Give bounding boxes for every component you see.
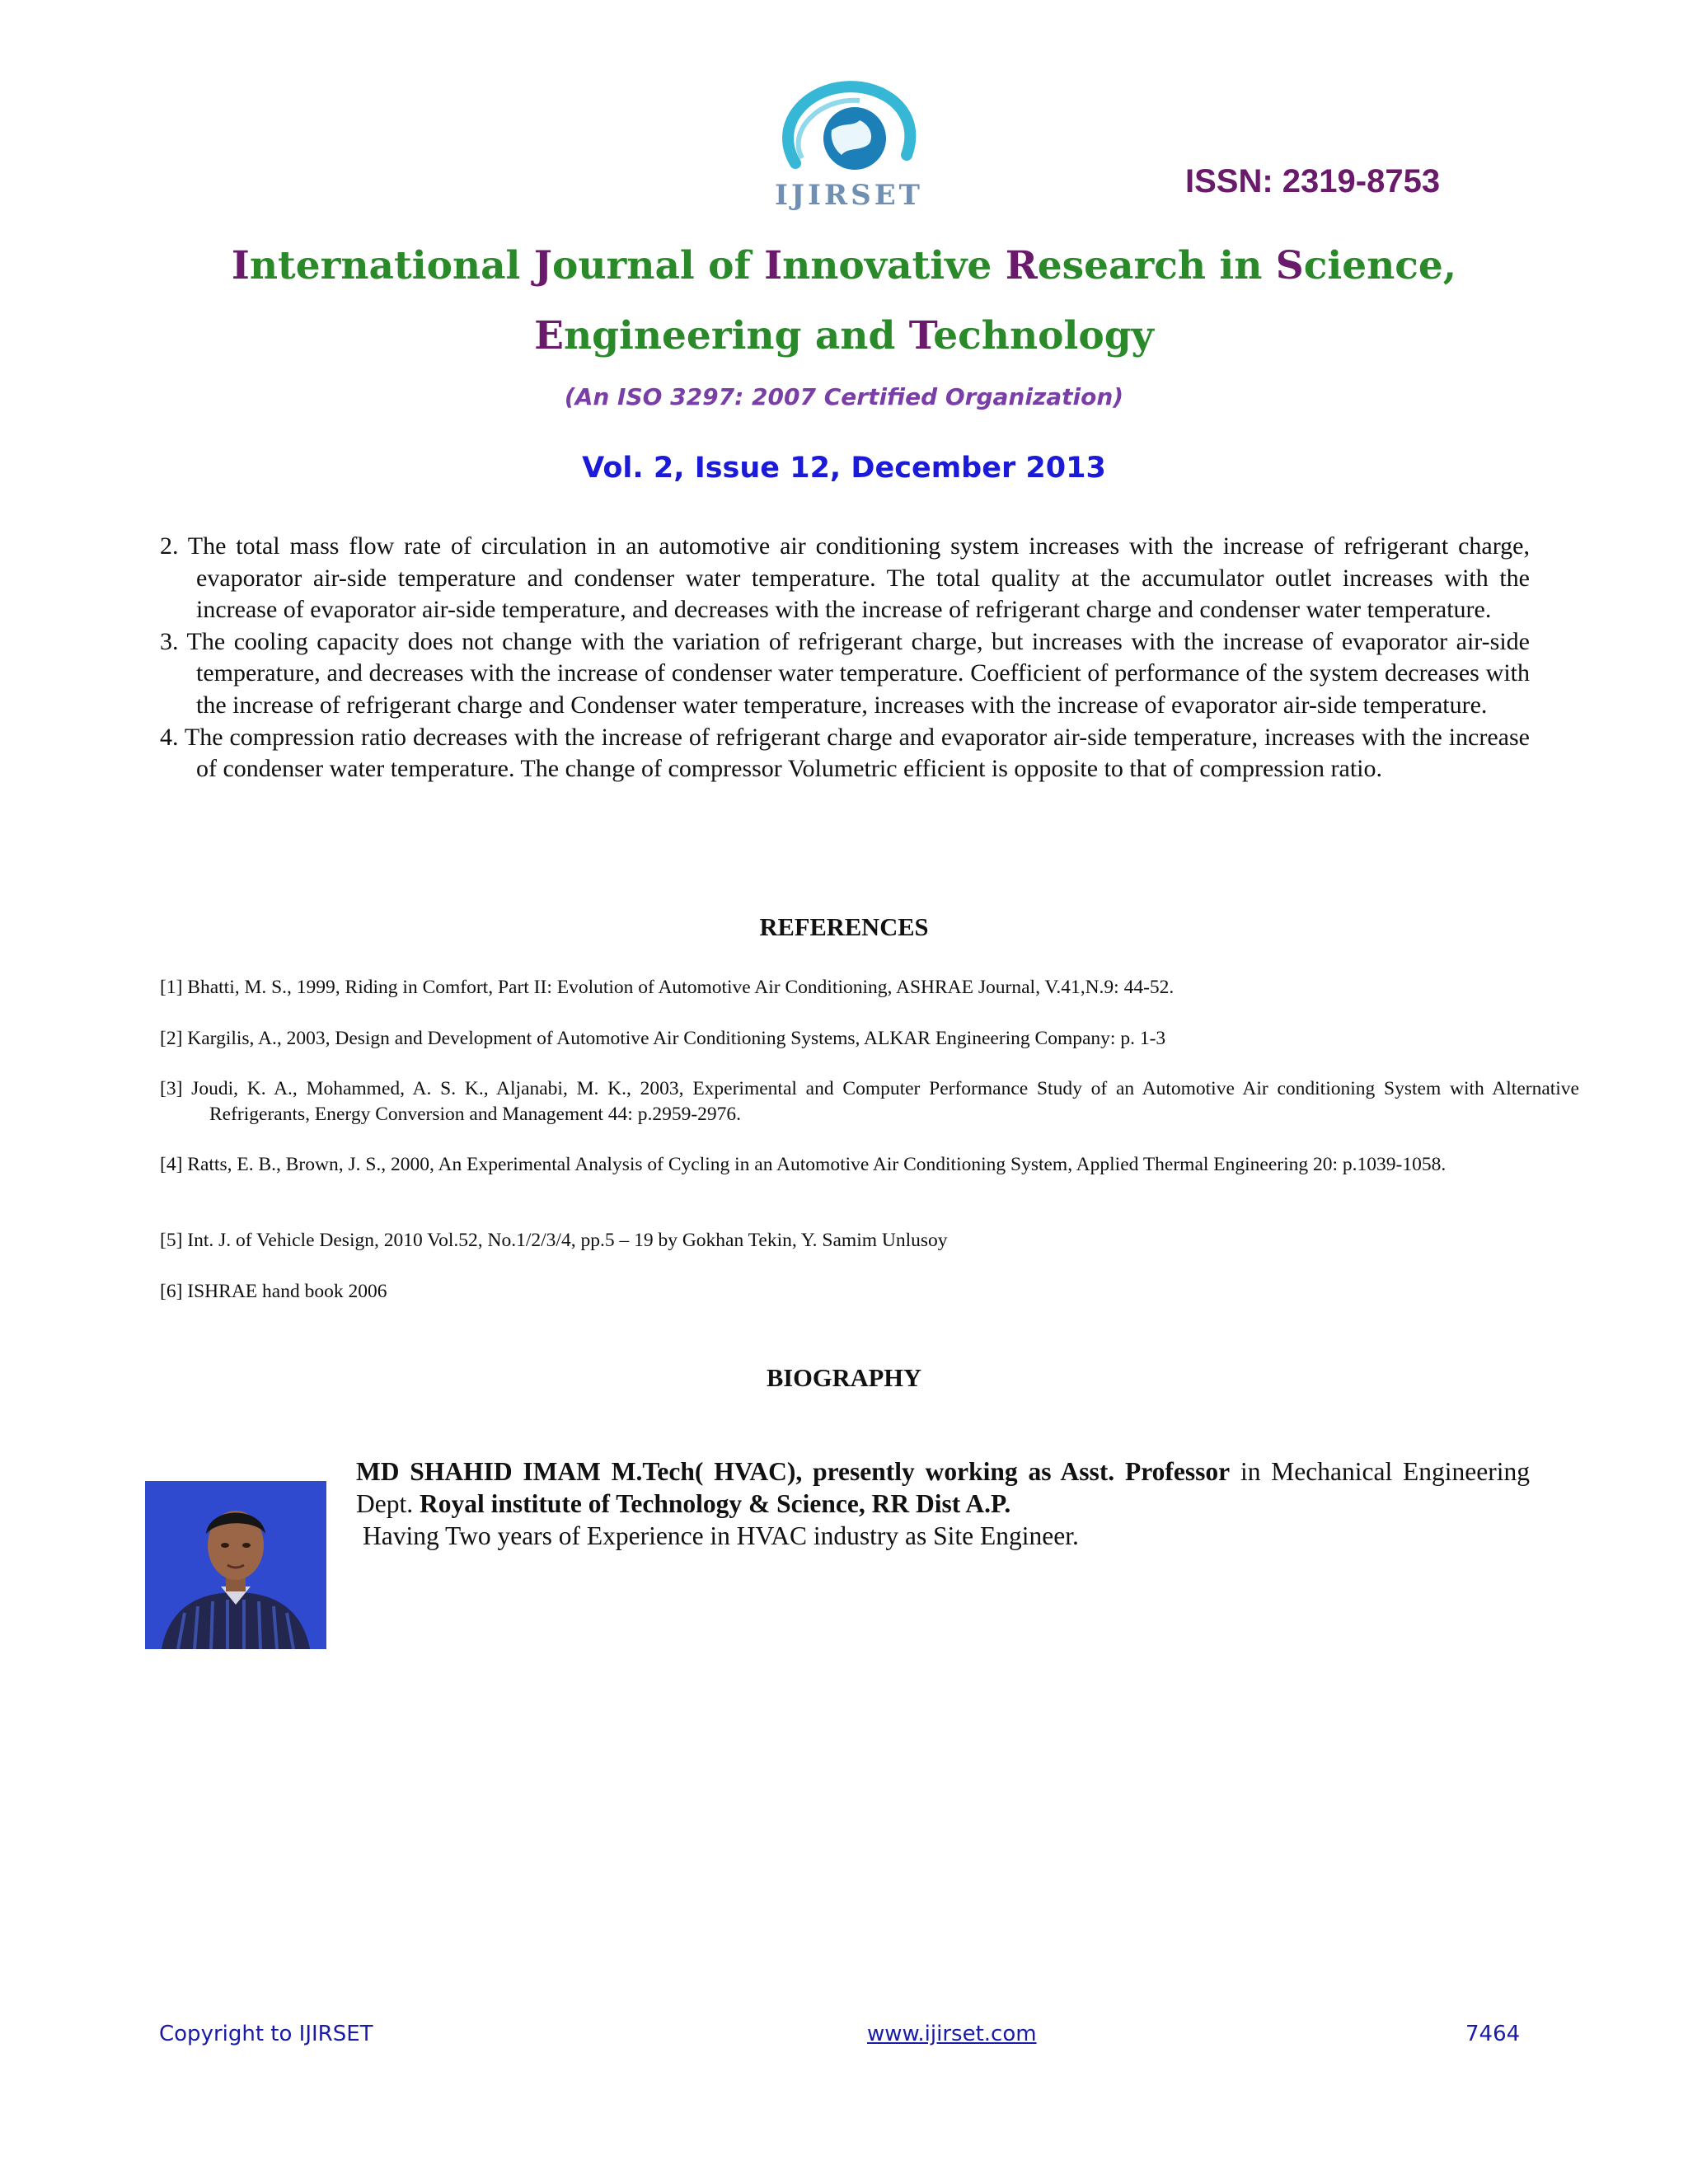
reference-item: [4] Ratts, E. B., Brown, J. S., 2000, An Experimental Analysis of Cycling in an Automotive Air Conditioning System, Applied Thermal Engineering 20: p.1039-1058. <box>160 1154 1447 1175</box>
author-photo <box>145 1481 326 1649</box>
svg-text:IJIRSET: IJIRSET <box>775 179 923 212</box>
journal-title-line-2 <box>0 313 1688 359</box>
author-experience: Having Two years of Experience in HVAC industry as Site Engineer. <box>363 1521 1079 1550</box>
author-biography <box>356 1455 1530 1552</box>
title-initial: R <box>1005 243 1038 288</box>
conclusion-item-4: 4. The compression ratio decreases with the increase of refrigerant charge and evaporator air-side temperature, increases with the increase of condenser water temperature. The change of compressor Volumetric efficient is opposite to that of compression ratio. <box>160 723 1530 783</box>
references-heading: REFERENCES <box>759 913 929 941</box>
certification-note: (An ISO 3297: 2007 Certified Organization) <box>564 383 1124 410</box>
biography-heading: BIOGRAPHY <box>766 1364 922 1392</box>
conclusion-item-3: 3. The cooling capacity does not change with the variation of refrigerant charge, but increases with the increase of evaporator air-side temperature, and decreases with the increase of condenser water temperature. Coefficient of performance of the system decreases with the increase of refrigerant charge and Condenser water temperature, increases with the increase of evaporator air-side temperature. <box>160 627 1530 719</box>
title-word: ournal of <box>552 243 765 288</box>
title-initial: E <box>534 313 564 359</box>
reference-item: [2] Kargilis, A., 2003, Design and Development of Automotive Air Conditioning Systems, ALKAR Engineering Company: p. 1-3 <box>160 1028 1166 1049</box>
conclusions-list <box>160 531 1530 785</box>
title-word: esearch in <box>1037 243 1276 288</box>
issn-label: ISSN: 2319-8753 <box>1185 163 1441 199</box>
title-word: echnology <box>933 313 1154 359</box>
title-initial: I <box>764 243 783 288</box>
title-word: nnovative <box>782 243 1006 288</box>
reference-item: [3] Joudi, K. A., Mohammed, A. S. K., Aljanabi, M. K., 2003, Experimental and Computer Performance Study of an Automotive Air conditioning System with Alternative Refrigerants, Energy Conversion and Management 44: p.2959-2976. <box>160 1078 1579 1125</box>
reference-item: [1] Bhatti, M. S., 1999, Riding in Comfort, Part II: Evolution of Automotive Air Conditioning, ASHRAE Journal, V.41,N.9: 44-52. <box>160 977 1175 998</box>
title-word: nternational <box>249 243 534 288</box>
conclusion-item-2: 2. The total mass flow rate of circulation in an automotive air conditioning system increases with the increase of refrigerant charge, evaporator air-side temperature and condenser water temperature. The total quality at the accumulator outlet increases with the increase of evaporator air-side temperature, and decreases with the increase of refrigerant charge and condenser water temperature. <box>160 532 1530 624</box>
footer-copyright: Copyright to IJIRSET <box>159 2022 373 2046</box>
author-department: in Mechanical Engineering Dept. <box>356 1457 1530 1518</box>
reference-item: [6] ISHRAE hand book 2006 <box>160 1281 387 1302</box>
title-initial: S <box>1275 243 1304 288</box>
title-initial: I <box>231 243 250 288</box>
title-initial: J <box>533 243 553 288</box>
author-name-role: MD SHAHID IMAM M.Tech( HVAC), presently working as Asst. Professor <box>356 1457 1231 1486</box>
footer-website-link[interactable]: www.ijirset.com <box>867 2022 1037 2046</box>
journal-title-line-1 <box>0 243 1688 288</box>
journal-logo <box>762 73 935 221</box>
page-number: 7464 <box>1465 2022 1521 2046</box>
title-initial: T <box>908 313 934 359</box>
author-institution: Royal institute of Technology & Science, RR Dist A.P. <box>419 1489 1011 1518</box>
title-word: ngineering and <box>563 313 909 359</box>
reference-item: [5] Int. J. of Vehicle Design, 2010 Vol.52, No.1/2/3/4, pp.5 – 19 by Gokhan Tekin, Y. Samim Unlusoy <box>160 1230 948 1251</box>
volume-issue-label: Vol. 2, Issue 12, December 2013 <box>582 452 1106 485</box>
title-word: cience, <box>1303 243 1457 288</box>
